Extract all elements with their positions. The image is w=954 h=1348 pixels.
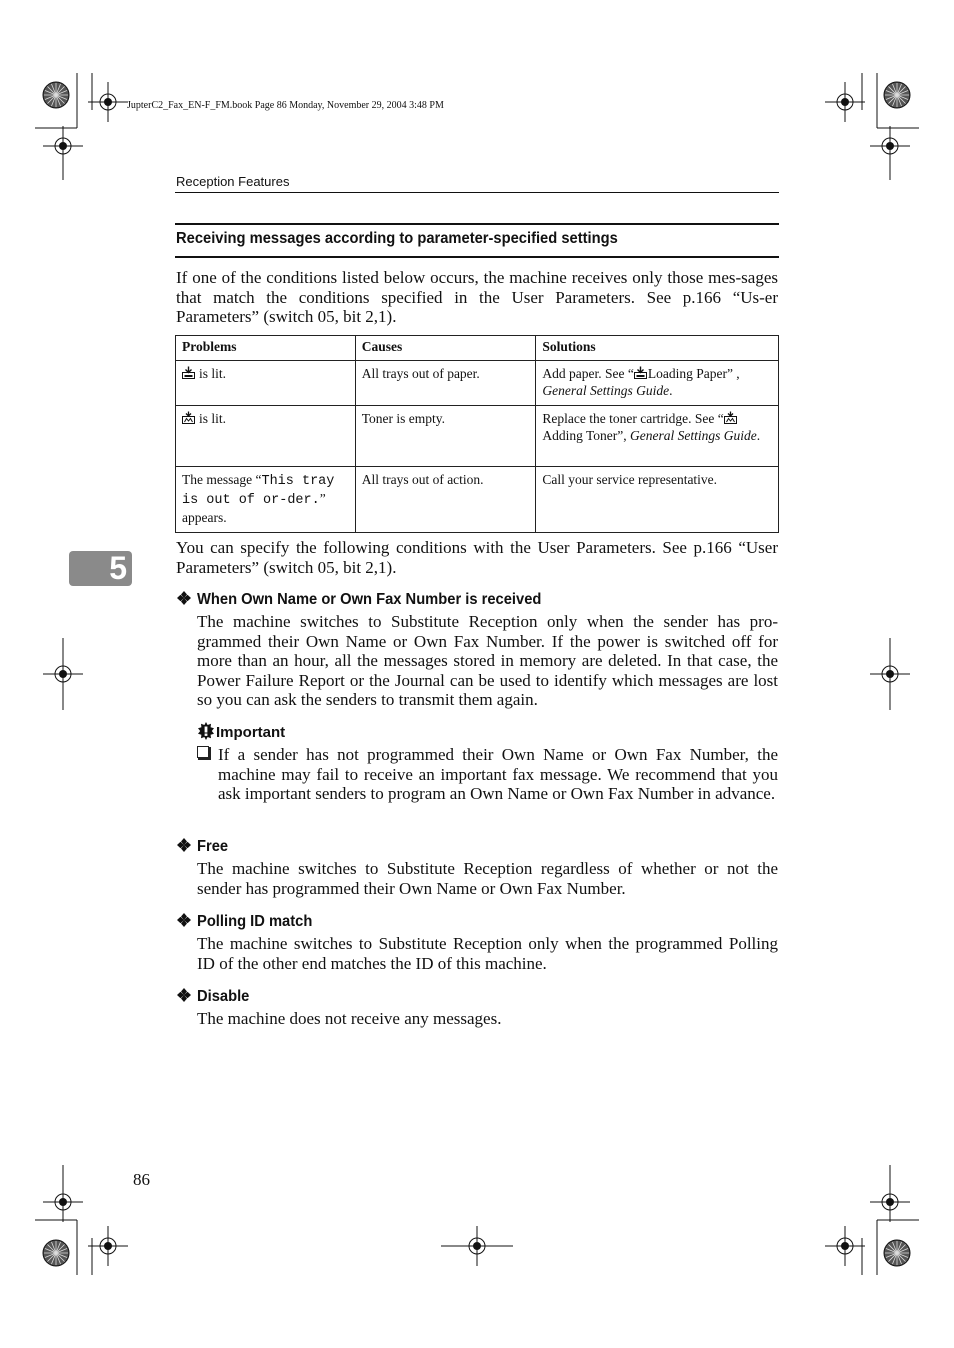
important-icon <box>197 722 215 740</box>
important-label: Important <box>216 724 286 741</box>
column-header: Causes <box>355 336 536 361</box>
section-title: Receiving messages according to parameter-specified settings <box>176 230 618 247</box>
diamond-bullet-icon <box>176 591 192 605</box>
column-header: Solutions <box>536 336 779 361</box>
option-title: When Own Name or Own Fax Number is received <box>197 591 542 608</box>
option-title: Disable <box>197 988 250 1005</box>
section-rule-bottom <box>175 256 779 258</box>
table-header-row <box>176 336 779 361</box>
toner-icon <box>724 411 737 424</box>
table-row <box>176 467 779 533</box>
option-heading <box>176 591 571 609</box>
table-row <box>176 406 779 467</box>
solution-guide: General Settings Guide <box>630 428 757 443</box>
chapter-number: 5 <box>109 550 127 586</box>
table-cell-solution: Call your service representative. <box>536 467 779 533</box>
table-cell-problem <box>176 361 356 406</box>
table-cell-solution <box>536 406 779 467</box>
problem-text: The message “ <box>182 472 262 487</box>
diamond-bullet-icon <box>176 838 192 852</box>
option-heading <box>176 988 254 1006</box>
option-title: Polling ID match <box>197 913 313 930</box>
toner-icon <box>182 411 195 424</box>
paper-tray-icon <box>634 366 647 379</box>
option-heading <box>176 913 322 931</box>
option-body: The machine switches to Substitute Reception regardless of whether or not the sender has programmed their Own Name or Own Fax Number. <box>197 859 778 898</box>
problem-suffix: ” appears. <box>182 491 326 525</box>
table-cell-solution <box>536 361 779 406</box>
problem-text: is lit. <box>199 411 227 426</box>
running-head: Reception Features <box>176 174 290 189</box>
table-row <box>176 361 779 406</box>
after-table-paragraph: You can specify the following conditions with the User Parameters. See p.166 “User Parameters” (switch 05, bit 2,1). <box>176 538 778 577</box>
column-header: Problems <box>176 336 356 361</box>
paper-tray-icon <box>182 366 195 379</box>
option-body: The machine switches to Substitute Reception only when the sender has pro-grammed their Own Name or Own Fax Number. If the power is switched off for more than an hour, all the messages stored in memory are deleted. In that case, the Power Failure Report or the Journal can be used to identify which messages are lost so you can ask the senders to transmit them again. <box>197 612 778 709</box>
page-number: 86 <box>133 1170 150 1189</box>
book-info: JupterC2_Fax_EN-F_FM.book Page 86 Monday, November 29, 2004 3:48 PM <box>127 100 444 111</box>
solution-suffix: . <box>756 428 761 443</box>
solution-link: Adding Toner”, <box>542 428 631 443</box>
section-rule-top <box>175 223 779 225</box>
table-cell-problem <box>176 467 356 533</box>
solution-guide: General Settings Guide <box>542 383 670 398</box>
important-note: If a sender has not programmed their Own Name or Own Fax Number, the machine may fail to receive an important fax message. We recommend that you ask important senders to program an Own Name or Own Fax Number in advance. <box>218 745 778 803</box>
table-cell-problem <box>176 406 356 467</box>
table-cell-cause: All trays out of action. <box>355 467 536 533</box>
important-heading <box>197 722 285 741</box>
solution-link: Loading Paper” , <box>647 366 740 381</box>
table-cell-cause: Toner is empty. <box>355 406 536 467</box>
chapter-tab <box>69 551 132 586</box>
conditions-table <box>175 335 779 533</box>
diamond-bullet-icon <box>176 988 192 1002</box>
intro-paragraph: If one of the conditions listed below occurs, the machine receives only those mes-sages that match the conditions specified in the User Parameters. See p.166 “Us-er Parameters” (switch 05, bit 2,1). <box>176 268 778 326</box>
option-heading <box>176 838 231 856</box>
checkbox-bullet-icon <box>197 746 209 758</box>
table-cell-cause: All trays out of paper. <box>355 361 536 406</box>
solution-suffix: . <box>669 383 673 398</box>
header-rule <box>175 192 779 193</box>
solution-text: Add paper. See “ <box>542 366 634 381</box>
solution-text: Replace the toner cartridge. See “ <box>542 411 724 426</box>
message-code: This tray is out of or-der. <box>182 474 335 508</box>
problem-text: is lit. <box>199 366 227 381</box>
option-title: Free <box>197 838 229 855</box>
diamond-bullet-icon <box>176 913 192 927</box>
option-body: The machine does not receive any messages. <box>197 1009 502 1028</box>
option-body: The machine switches to Substitute Reception only when the programmed Polling ID of the other end matches the ID of this machine. <box>197 934 778 973</box>
